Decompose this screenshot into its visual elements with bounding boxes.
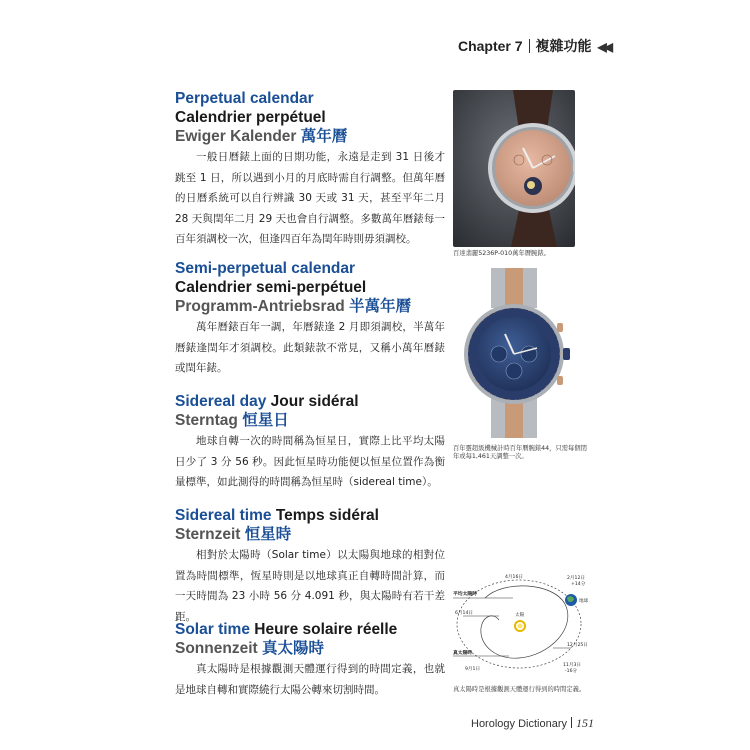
term-chinese: 恒星日 (242, 412, 289, 429)
entry-body: 相對於太陽時（Solar time）以太陽與地球的相對位置為時間標準，恆星時則是以地球真正自轉時間計算，而一天時間為 23 小時 56 分 4.091 秒，與太陽時有若干差距。 (175, 549, 445, 623)
perpetual-calendar-watch-photo (453, 90, 575, 247)
term-chinese: 半萬年曆 (349, 298, 412, 315)
entry-solar-time (175, 620, 445, 700)
entry-body: 萬年曆錶百年一調，年曆錶逢 2 月即須調校，半萬年曆錶逢閏年才須調校。此類錶款不常見，又稱小萬年曆錶或閏年錶。 (175, 321, 445, 374)
chapter-header (458, 36, 610, 56)
term-english-french: Sidereal day Jour sidéral (175, 393, 359, 410)
label-apr16: 4月16日 (505, 575, 523, 580)
label-jun14: 6月14日 (455, 611, 473, 616)
chapter-number: Chapter 7 (457, 38, 523, 54)
term-french: Heure solaire réelle (254, 621, 398, 638)
entry-perpetual-calendar (175, 89, 445, 250)
label-nov3-offset: -16分 (565, 669, 578, 674)
chronograph-watch-photo (453, 268, 575, 438)
label-sep1: 9月1日 (465, 667, 481, 672)
page-number: 151 (575, 716, 594, 730)
footer-divider (571, 717, 572, 728)
term-english: Perpetual calendar (175, 90, 314, 107)
label-mean-solar: 平均太陽時 (453, 592, 477, 597)
watch2-caption: 百年靈超級機械計時百年曆腕錶44，只需每個閏年或每1,461天調整一次。 (453, 445, 587, 460)
term-german: Sterntag 恒星日 (175, 412, 289, 429)
entry-body: 真太陽時是根據觀測天體運行得到的時間定義，也就是地球自轉和實際繞行太陽公轉來切割時間。 (175, 663, 445, 696)
double-arrow-left-icon: ◀◀ (597, 40, 610, 54)
term-english: Semi-perpetual calendar (175, 260, 356, 277)
entry-body: 一般日曆錶上面的日期功能，永遠是走到 31 日後才跳至 1 日，所以遇到小月的月底時需自行調整。但萬年曆的日曆系統可以自行辨識 30 天或 31 天，甚至平年二月 28 天與閏年二月 29 天也會自行調整。多數萬年曆錶每一百年須調校一次，但逢四百年為閏年時則毋須調校。 (175, 151, 445, 245)
term-german: Ewiger Kalender 萬年曆 (175, 128, 348, 145)
label-nov3: 11月3日 (563, 663, 581, 668)
term-german: Programm-Antriebsrad 半萬年曆 (175, 298, 412, 315)
term-chinese: 真太陽時 (261, 640, 324, 657)
term-german: Sternzeit 恒星時 (175, 526, 292, 543)
term-chinese: 恒星時 (244, 526, 292, 543)
term-english-french: Sidereal time Temps sidéral (175, 507, 379, 524)
term-chinese: 萬年曆 (300, 128, 348, 145)
solar-time-orbit-diagram (453, 570, 603, 682)
label-feb12-offset: +14分 (571, 582, 586, 587)
label-dec25: 12月25日 (567, 643, 588, 648)
term-german: Sonnenzeit 真太陽時 (175, 640, 324, 657)
term-french: Calendrier perpétuel (175, 109, 326, 126)
term-french: Jour sidéral (270, 393, 359, 410)
watch1-caption: 百達翡麗5236P-010萬年曆腕錶。 (453, 250, 550, 257)
entry-body: 地球自轉一次的時間稱為恒星日，實際上比平均太陽日少了 3 分 56 秒。因此恒星時功能便以恒星位置作為衡量標準，如此測得的時間稱為恒星時（sidereal time）。 (175, 435, 445, 488)
label-sun: 太陽 (515, 613, 525, 618)
term-english-french: Solar time Heure solaire réelle (175, 621, 398, 638)
footer-title: Horology Dictionary (471, 718, 567, 730)
label-earth: 地球 (579, 599, 589, 604)
header-divider (529, 39, 530, 53)
term-french: Temps sidéral (275, 507, 379, 524)
chapter-section: 複雜功能 (535, 38, 592, 54)
entry-semi-perpetual-calendar (175, 259, 445, 379)
diagram-caption: 真太陽時是根據觀測天體運行得到的時間定義。 (453, 686, 586, 693)
label-true-solar: 真太陽時 (453, 651, 473, 656)
entry-sidereal-day (175, 392, 445, 493)
page-footer (471, 716, 594, 731)
entry-sidereal-time (175, 506, 445, 627)
term-french: Calendrier semi-perpétuel (175, 279, 367, 296)
label-feb12: 2月12日 (567, 576, 585, 581)
